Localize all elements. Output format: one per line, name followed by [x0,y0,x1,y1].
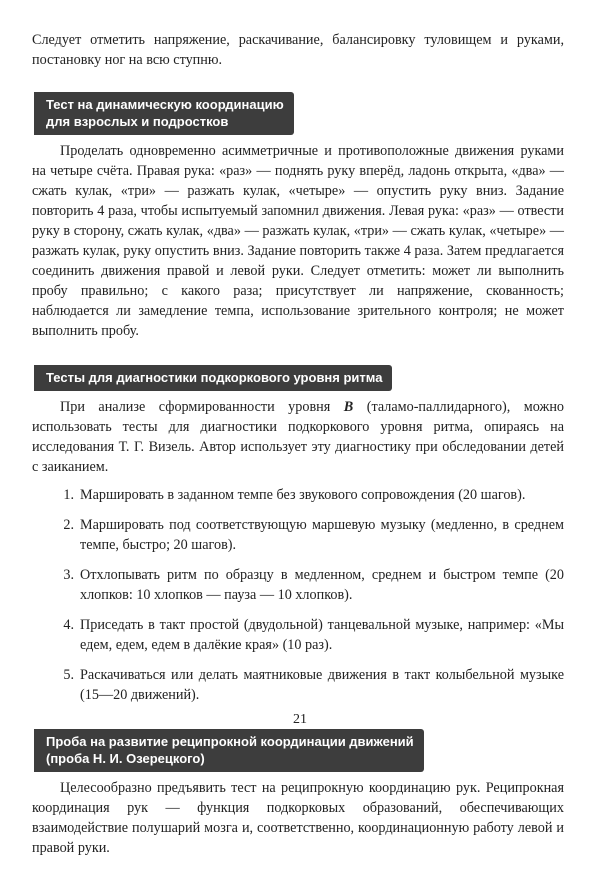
intro-paragraph: Следует отметить напряжение, раскачивание, балансировку туловищем и руками, постановку ног на всю ступню. [32,32,564,68]
level-letter: В [343,399,354,415]
section-header-reciprocal-coordination [34,729,424,772]
list-item-number: 4. [63,617,74,633]
list-item-number: 1. [63,487,74,503]
section-header-line: Проба на развитие реципрокной координации движений [46,734,414,749]
list-item [32,615,564,655]
list-item [32,565,564,605]
section-body: Проделать одновременно асимметричные и противоположные движения руками на четыре счёта. Правая рука: «раз» — поднять руку вперёд, ладонь открыта, «два» — сжать кулак, «три» — разжать кулак, «четыре» — опустить руку вниз. Задание повторить 4 раза, чтобы испытуемый запомнил движения. Левая рука: «раз» — отвести руку в сторону, сжать кулак, «два» — разжать кулак, «три» — сжать кулак, «четыре» — разжать кулак, руку опустить вниз. Задание повторить также 4 раза. Затем предлагается соединить движения правой и левой руки. Следует отметить: может ли выполнить пробу правильно; с какого раза; присутствует ли напряжение, скованность; наблюдается ли замедление темпа, использование зрительного контроля; не может выполнить пробу. [32,143,564,339]
list-item-text: Отхлопывать ритм по образцу в медленном, среднем и быстром темпе (20 хлопков: 10 хлопков — пауза — 10 хлопков). [80,567,564,603]
list-item [32,665,564,705]
section-subcortical-rhythm [32,365,564,705]
section-reciprocal-coordination [32,729,564,858]
page-content [32,30,564,882]
test-list [32,485,564,705]
body-text: (таламо-паллидарного), можно использовать тесты для диагностики подкоркового уровня ритма, опираясь на исследования Т. Г. Визель. Автор использует эту диагностику при обследовании детей с заиканием. [32,399,565,475]
list-item-number: 3. [63,567,74,583]
list-item-number: 5. [63,667,74,683]
section-body: Целесообразно предъявить тест на реципрокную координацию рук. Реципрокная координация рук — функция подкорковых образований, обеспечивающих взаимодействие полушарий мозга и, соответственно, координационную работу левой и правой руки. [32,780,564,856]
list-item-number: 2. [63,517,74,533]
list-item-text: Приседать в такт простой (двудольной) танцевальной музыке, например: «Мы едем, едем, едем в далёкие края» (10 раз). [80,617,564,653]
section-dynamic-coordination [32,92,564,341]
list-item-text: Маршировать под соответствующую маршевую музыку (медленно, в среднем темпе, быстро; 20 шагов). [80,517,564,553]
page-number: 21 [293,712,307,727]
list-item-text: Маршировать в заданном темпе без звукового сопровождения (20 шагов). [80,487,526,503]
list-item [32,515,564,555]
section-header-line: Тест на динамическую координацию [46,97,284,112]
section-body [32,397,564,477]
section-header-line: Тесты для диагностики подкоркового уровня ритма [46,370,383,385]
list-item [32,485,564,505]
list-item-text: Раскачиваться или делать маятниковые движения в такт колыбельной музыке (15—20 движений). [80,667,564,703]
section-header-line: (проба Н. И. Озерецкого) [46,751,205,766]
section-header-dynamic-coordination [34,92,294,135]
body-text: При анализе сформированности уровня [60,399,344,415]
section-header-line: для взрослых и подростков [46,114,229,129]
section-header-subcortical-rhythm [34,365,392,391]
